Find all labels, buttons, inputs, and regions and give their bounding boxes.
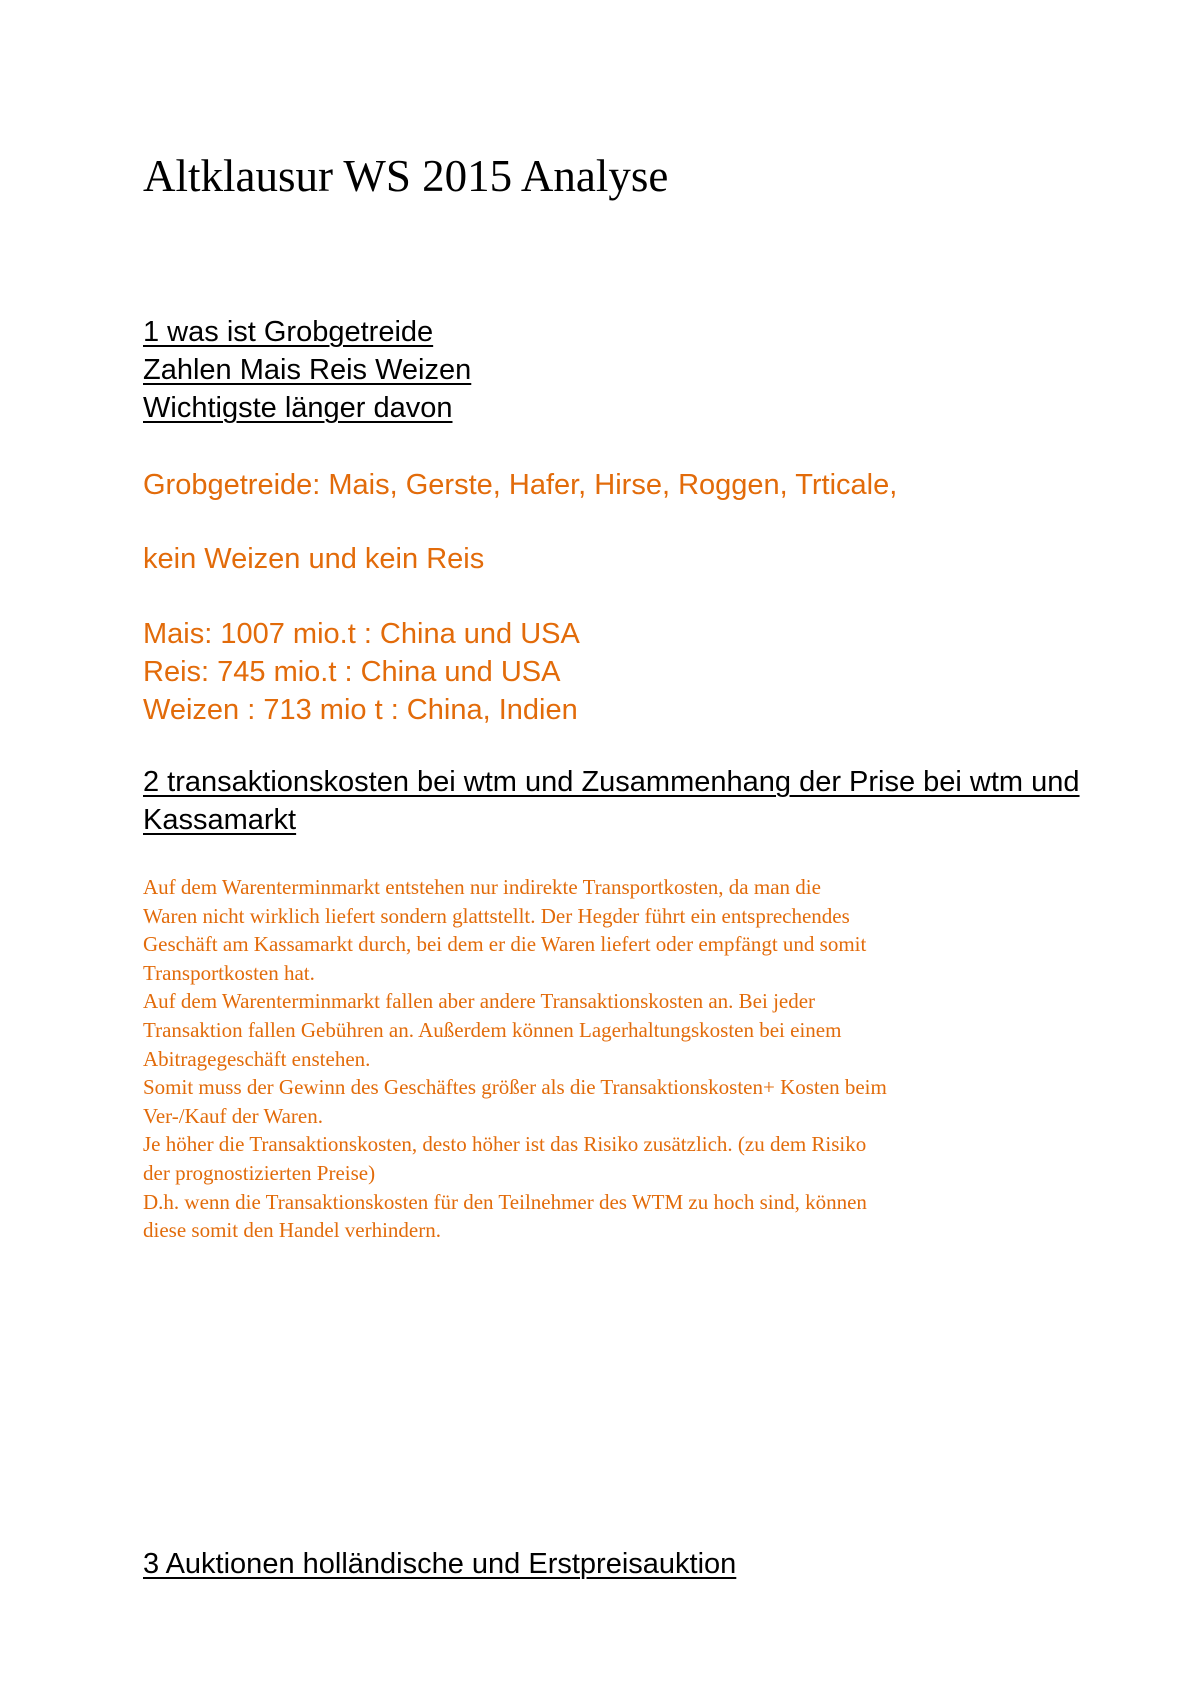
question-2 [143, 763, 1083, 839]
answer-2-line: D.h. wenn die Transaktionskosten für den Teilnehmer des WTM zu hoch sind, können [143, 1189, 867, 1214]
question-2-text: 2 transaktionskosten bei wtm und Zusammenhang der Prise bei wtm und Kassamarkt [143, 766, 1080, 836]
answer-2-line: Ver-/Kauf der Waren. [143, 1103, 323, 1128]
answer-2-line: Geschäft am Kassamarkt durch, bei dem er die Waren liefert oder empfängt und somit [143, 932, 867, 957]
question-3-text: 3 Auktionen holländische und Erstpreisauktion [143, 1548, 737, 1580]
question-1-line-1: 1 was ist Grobgetreide [143, 316, 434, 348]
answer-2-line: Transaktion fallen Gebühren an. Außerdem können Lagerhaltungskosten bei einem [143, 1017, 842, 1042]
answer-2-line: Auf dem Warenterminmarkt entstehen nur indirekte Transportkosten, da man die [143, 875, 821, 899]
document-title: Altklausur WS 2015 Analyse [143, 151, 669, 201]
question-1-line-2: Zahlen Mais Reis Weizen [143, 354, 472, 386]
answer-1-grobgetreide: Grobgetreide: Mais, Gerste, Hafer, Hirse, Roggen, Trticale, [143, 469, 898, 501]
answer-1-figure-reis: Reis: 745 mio.t : China und USA [143, 656, 561, 688]
answer-2-line: Transportkosten hat. [143, 960, 315, 985]
answer-2-line: Je höher die Transaktionskosten, desto höher ist das Risiko zusätzlich. (zu dem Risiko [143, 1132, 867, 1157]
question-3 [143, 1545, 736, 1583]
answer-2-line: Somit muss der Gewinn des Geschäftes größer als die Transaktionskosten+ Kosten beim [143, 1075, 887, 1100]
answer-2-line: Abitragegeschäft enstehen. [143, 1046, 371, 1071]
question-1-line-3: Wichtigste länger davon [143, 392, 453, 424]
answer-2-line: Waren nicht wirklich liefert sondern glattstellt. Der Hegder führt ein entsprechendes [143, 903, 850, 928]
answer-2 [143, 873, 1083, 1245]
answer-1-exclusion: kein Weizen und kein Reis [143, 543, 485, 575]
answer-2-line: der prognostizierten Preise) [143, 1160, 376, 1185]
answer-2-line: Auf dem Warenterminmarkt fallen aber andere Transaktionskosten an. Bei jeder [143, 989, 816, 1014]
answer-1-figures [143, 615, 580, 729]
answer-1-figure-weizen: Weizen : 713 mio t : China, Indien [143, 694, 578, 726]
question-1 [143, 313, 471, 427]
answer-1-figure-mais: Mais: 1007 mio.t : China und USA [143, 618, 580, 650]
answer-2-line: diese somit den Handel verhindern. [143, 1218, 441, 1243]
